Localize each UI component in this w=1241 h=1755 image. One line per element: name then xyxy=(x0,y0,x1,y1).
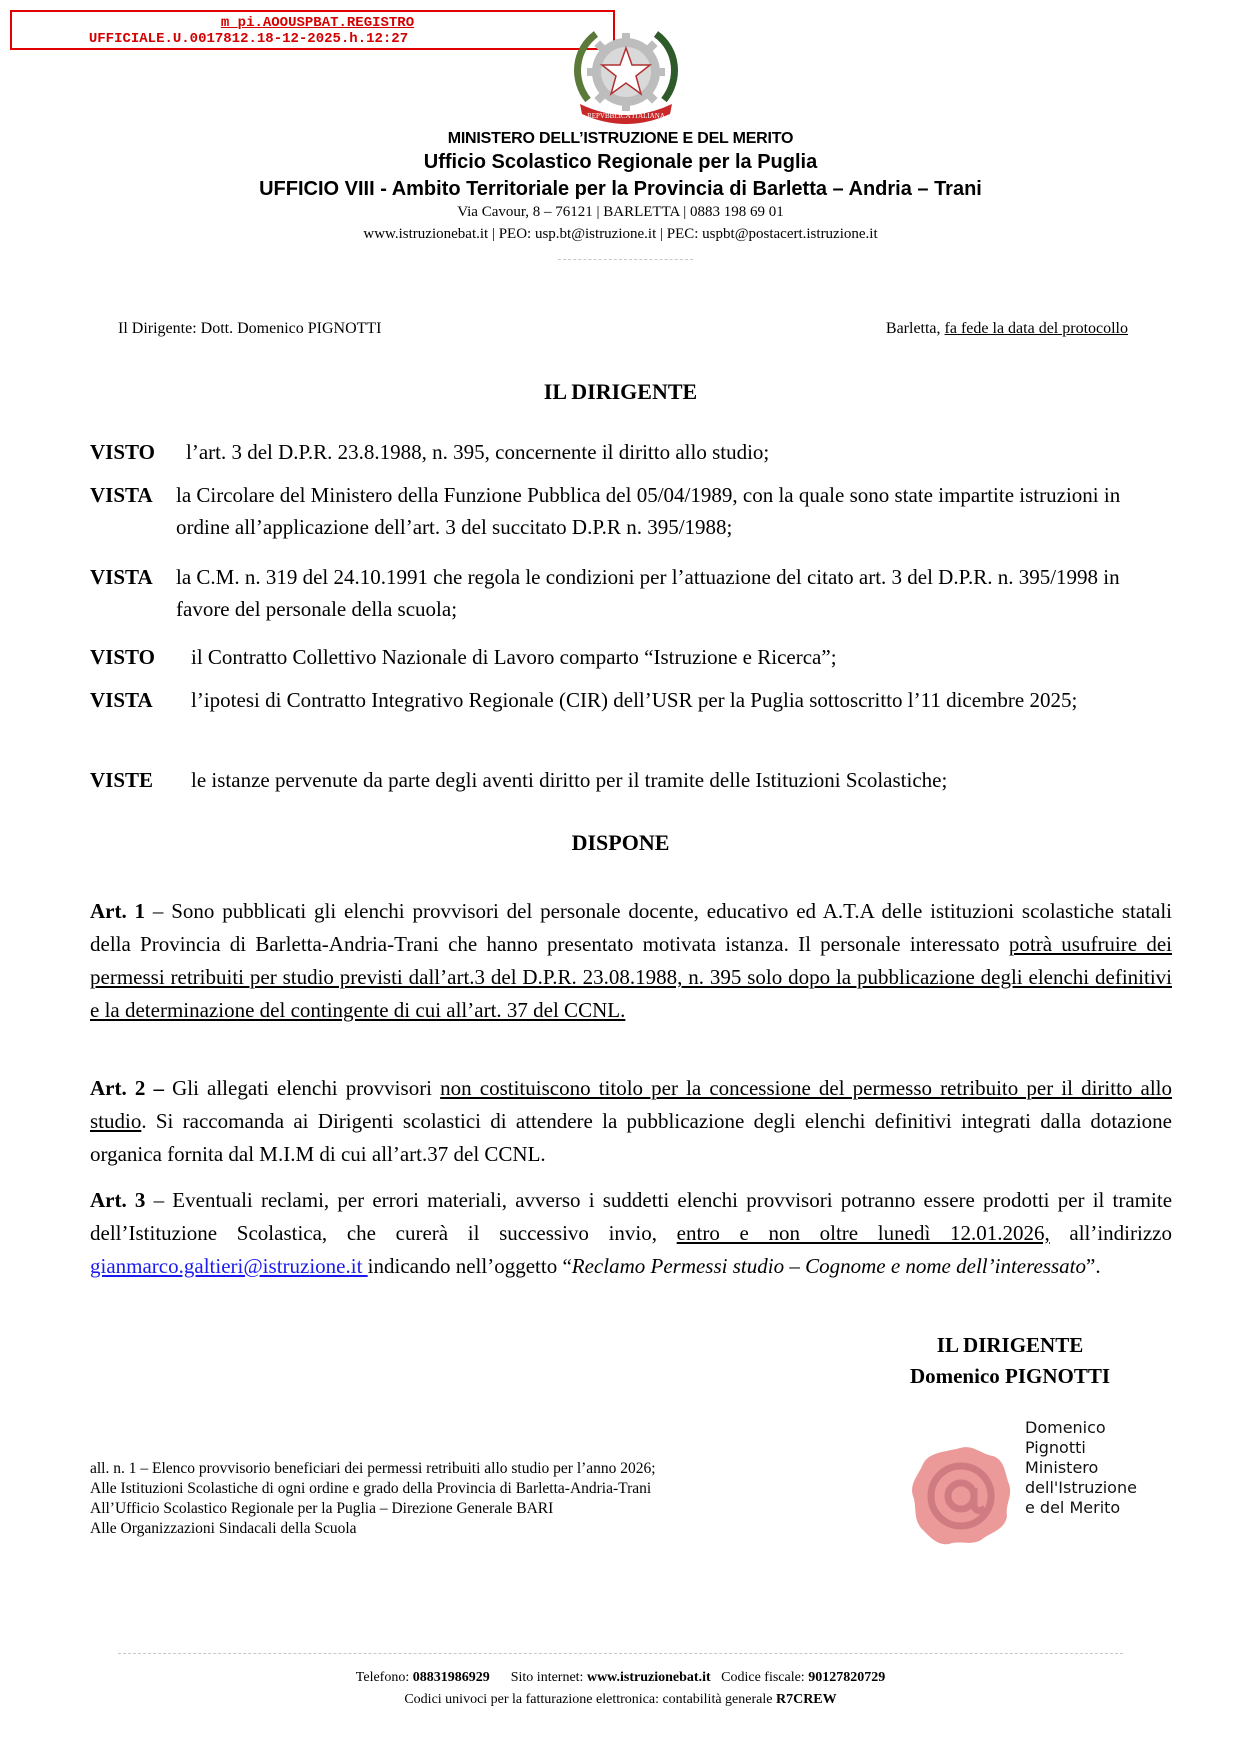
wax-seal-at-icon xyxy=(905,1440,1015,1550)
footer-website: www.istruzionebat.it xyxy=(586,1670,711,1685)
recipient-item: Alle Istituzioni Scolastiche di ogni ordine e grado della Provincia di Barletta-Andria-Trani xyxy=(90,1480,652,1497)
italian-republic-emblem-icon xyxy=(566,22,686,126)
heading-dispone: DISPONE xyxy=(571,830,670,855)
date-note: fa fede la data del protocollo xyxy=(944,320,1128,337)
recipient-item: Alle Organizzazioni Sindacali della Scuola xyxy=(90,1520,357,1537)
footer-phone: 08831986929 xyxy=(412,1670,490,1685)
stamp-protocol-number: UFFICIALE.U.0017812.18-12-2025.h.12:27 xyxy=(88,31,409,47)
signature-role: IL DIRIGENTE xyxy=(936,1333,1084,1357)
article-emphasis: non costituiscono titolo per la concessione del permesso retribuito per il diritto allo studio xyxy=(90,1076,1173,1133)
article-3: Art. 3 – Eventuali reclami, per errori materiali, avverso i suddetti elenchi provvisori potranno essere prodotti per il tramite dell’Istituzione Scolastica, che curerà il successivo invio, entro e non oltre lunedì 12.01.2026, all’indirizzo gianmarco.galtieri@istruzione.it indicando nell’oggetto “Reclamo Permessi studio – Cognome e nome dell’interessato”. xyxy=(90,1188,1173,1278)
article-label: Art. 2 – xyxy=(90,1076,164,1100)
premise-item xyxy=(90,479,1170,543)
premise-item xyxy=(90,684,1170,716)
regional-office-name: Ufficio Scolastico Regionale per la Puglia xyxy=(423,151,818,173)
article-emphasis: potrà usufruire dei permessi retribuiti per studio previsti dall’art.3 del D.P.R. 23.08.1988, n. 395 solo dopo la pubblicazione degli elenchi definitivi e la determinazione del contingente di cui all’art. 37 del CCNL. xyxy=(90,932,1172,1022)
premise-key: VISTO xyxy=(90,645,155,669)
header-divider xyxy=(558,259,693,260)
digital-signature-text: Domenico Pignotti Ministero dell'Istruzione e del Merito xyxy=(1025,1418,1137,1517)
footer-tax-code: 90127820729 xyxy=(808,1670,886,1685)
article-label: Art. 1 xyxy=(90,899,146,923)
article-label: Art. 3 xyxy=(90,1188,146,1212)
director-line: Il Dirigente: Dott. Domenico PIGNOTTI xyxy=(118,320,382,337)
premise-key: VISTO xyxy=(90,440,155,464)
annex-item: all. n. 1 – Elenco provvisorio beneficiari dei permessi retribuiti allo studio per l’anno 2026; xyxy=(90,1460,656,1477)
footer-billing-code: R7CREW xyxy=(775,1692,837,1707)
stamp-registry: m_pi.AOOUSPBAT.REGISTRO xyxy=(220,15,415,31)
premise-text: la Circolare del Ministero della Funzione Pubblica del 05/04/1989, con la quale sono state impartite istruzioni in ordine all’applicazione dell’art. 3 del succitato D.P.R n. 395/1988; xyxy=(176,483,1121,539)
protocol-stamp xyxy=(10,10,615,50)
office-contacts: www.istruzionebat.it | PEO: usp.bt@istruzione.it | PEC: uspbt@postacert.istruzione.it xyxy=(363,226,878,242)
heading-il-dirigente: IL DIRIGENTE xyxy=(543,379,698,404)
place: Barletta, xyxy=(885,320,945,337)
premise-key: VISTA xyxy=(90,565,153,589)
premise-item xyxy=(90,641,1170,673)
signature-name: Domenico PIGNOTTI xyxy=(909,1364,1111,1388)
recipient-item: All’Ufficio Scolastico Regionale per la Puglia – Direzione Generale BARI xyxy=(90,1500,554,1517)
article-1: Art. 1 – Sono pubblicati gli elenchi provvisori del personale docente, educativo ed A.T.A delle istituzioni scolastiche statali della Provincia di Barletta-Andria-Trani che hanno presentato motivata istanza. Il personale interessato potrà usufruire dei permessi retribuiti per studio previsti dall’art.3 del D.P.R. 23.08.1988, n. 395 solo dopo la pubblicazione degli elenchi definitivi e la determinazione del contingente di cui all’art. 37 del CCNL. xyxy=(90,899,1173,1022)
ministry-name: MINISTERO DELL’ISTRUZIONE E DEL MERITO xyxy=(447,130,794,147)
premise-text: l’art. 3 del D.P.R. 23.8.1988, n. 395, concernente il diritto allo studio; xyxy=(186,440,770,464)
office-address: Via Cavour, 8 – 76121 | BARLETTA | 0883 198 69 01 xyxy=(457,204,784,220)
footer-contacts: Telefono: 08831986929 Sito internet: www.istruzionebat.it Codice fiscale: 90127820729 xyxy=(355,1670,886,1685)
premise-text: le istanze pervenute da parte degli aventi diritto per il tramite delle Istituzioni Scolastiche; xyxy=(191,768,948,792)
subject-format: Reclamo Permessi studio – Cognome e nome dell’interessato xyxy=(571,1254,1086,1278)
premise-item xyxy=(90,436,1170,468)
premise-key: VISTE xyxy=(90,768,154,792)
premise-key: VISTA xyxy=(90,688,153,712)
email-link[interactable]: gianmarco.galtieri@istruzione.it xyxy=(90,1254,368,1278)
premise-item xyxy=(90,764,1170,796)
premise-text: la C.M. n. 319 del 24.10.1991 che regola le condizioni per l’attuazione del citato art. 3 del D.P.R. n. 395/1998 in favore del personale della scuola; xyxy=(176,565,1120,621)
place-date xyxy=(886,320,1128,338)
annex-recipients xyxy=(90,1459,656,1539)
premise-text: l’ipotesi di Contratto Integrativo Regionale (CIR) dell’USR per la Puglia sottoscritto l’11 dicembre 2025; xyxy=(191,688,1078,712)
svg-text:REPVBBLICA ITALIANA: REPVBBLICA ITALIANA xyxy=(587,112,665,120)
footer-billing: Codici univoci per la fatturazione elettronica: contabilità generale R7CREW xyxy=(404,1692,837,1707)
premise-item xyxy=(90,561,1170,625)
footer-divider xyxy=(118,1653,1123,1654)
premise-key: VISTA xyxy=(90,483,153,507)
premise-text: il Contratto Collettivo Nazionale di Lavoro comparto “Istruzione e Ricerca”; xyxy=(191,645,837,669)
office-name: UFFICIO VIII - Ambito Territoriale per la Provincia di Barletta – Andria – Trani xyxy=(259,178,982,200)
article-deadline: entro e non oltre lunedì 12.01.2026, xyxy=(676,1221,1050,1245)
article-2: Art. 2 – Gli allegati elenchi provvisori non costituiscono titolo per la concessione del permesso retribuito per il diritto allo studio. Si raccomanda ai Dirigenti scolastici di attendere la pubblicazione degli elenchi definitivi integrati dalla dotazione organica fornita dal M.I.M di cui all’art.37 del CCNL. xyxy=(90,1076,1173,1166)
